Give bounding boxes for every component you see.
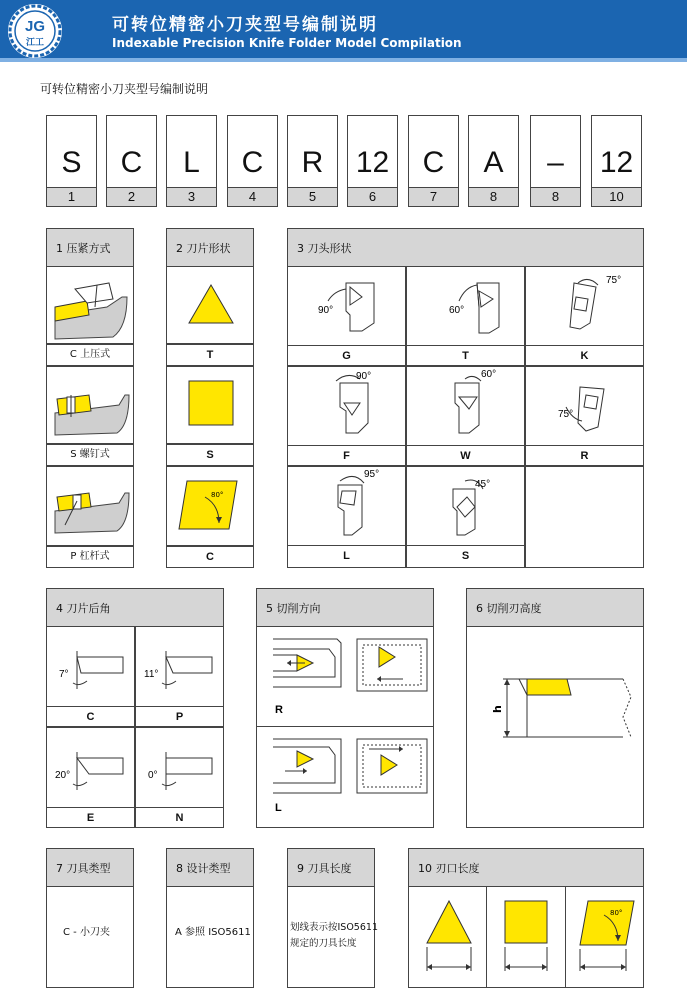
head-shape-label: F: [288, 445, 405, 466]
clamp-s-diagram: [46, 366, 134, 444]
code-position: 7: [409, 187, 458, 206]
clearance-label: C: [47, 706, 134, 727]
angle-label: 60°: [449, 305, 465, 316]
panel-title: 6 切削刃高度: [467, 589, 643, 627]
code-char: S: [61, 146, 82, 179]
code-char: C: [120, 146, 143, 179]
head-shape-cell: [406, 266, 525, 366]
code-position: 10: [592, 187, 641, 206]
code-box: [530, 115, 581, 207]
page-subtitle: 可转位精密小刀夹型号编制说明: [40, 82, 209, 96]
head-shape-label: G: [288, 345, 405, 366]
jg-logo: [6, 2, 64, 60]
logo-text-top: JG: [24, 18, 46, 35]
angle-label: 75°: [606, 275, 622, 286]
clamping-grid: [46, 266, 134, 568]
head-shape-cell: [525, 266, 644, 366]
angle-label: 80°: [610, 909, 623, 917]
head-shape-cell: [525, 366, 644, 466]
code-box: [287, 115, 338, 207]
header-strip: [0, 58, 687, 62]
header-title-cn: 可转位精密小刀夹型号编制说明: [112, 15, 378, 35]
design-type-text: A 参照 ISO5611: [175, 927, 251, 938]
tool-length-text-2: 规定的刀具长度: [290, 938, 357, 949]
code-box: [46, 115, 97, 207]
code-box: [591, 115, 642, 207]
logo-text-bottom: 江工: [25, 38, 45, 48]
clearance-cell: [135, 626, 224, 727]
head-shape-cell: [406, 366, 525, 466]
insert-square: [166, 366, 254, 444]
angle-label: 20°: [55, 770, 71, 781]
angle-label: 95°: [364, 469, 380, 480]
code-char: 12: [355, 146, 390, 179]
angle-label: 90°: [318, 305, 334, 316]
direction-l-cell: [257, 727, 433, 827]
panel-title: 5 切削方向: [257, 589, 433, 627]
clearance-label: E: [47, 807, 134, 828]
shape-label: C: [166, 546, 254, 568]
code-position: 4: [228, 187, 277, 206]
code-char: R: [301, 146, 324, 179]
angle-label: 45°: [475, 479, 491, 490]
code-box: [408, 115, 459, 207]
edge-length-square: [487, 887, 566, 987]
tool-length-text-1: 划线表示按ISO5611: [290, 922, 378, 933]
panel-tool-length: [287, 848, 378, 988]
dim-label: h: [491, 705, 504, 713]
clearance-cell: [135, 727, 224, 828]
shape-label: S: [166, 444, 254, 466]
code-char: C: [422, 146, 445, 179]
panel-title: 9 刀具长度: [288, 849, 374, 887]
panel-title: 4 刀片后角: [47, 589, 223, 627]
clamp-label: P 杠杆式: [46, 546, 134, 568]
code-box: [468, 115, 519, 207]
code-box: [227, 115, 278, 207]
panel-cut-direction: [256, 588, 434, 828]
clearance-label: N: [136, 807, 223, 828]
header-title-en: Indexable Precision Knife Folder Model Compilation: [112, 36, 462, 50]
panel-title: 7 刀具类型: [47, 849, 133, 887]
edge-length-triangle: [409, 887, 487, 987]
direction-label: L: [275, 802, 282, 814]
angle-label: 90°: [356, 371, 372, 382]
head-shape-cell: [287, 366, 406, 466]
head-shape-label: W: [407, 445, 524, 466]
code-box: [347, 115, 398, 207]
code-char: C: [241, 146, 264, 179]
panel-title: 10 刃口长度: [409, 849, 643, 887]
panel-edge-length: [408, 848, 644, 988]
head-shape-cell: [287, 266, 406, 366]
angle-label: 11°: [144, 669, 159, 680]
panel-title: 2 刀片形状: [167, 229, 253, 267]
insert-triangle: [166, 266, 254, 344]
code-box: [106, 115, 157, 207]
tool-type-text: C - 小刀夹: [63, 927, 110, 938]
panel-tool-type: [46, 848, 134, 988]
direction-r-cell: [257, 627, 433, 727]
empty-cell: [525, 466, 644, 568]
panel-title: 1 压紧方式: [47, 229, 133, 267]
insert-rhombic: [166, 466, 254, 546]
clearance-cell: [46, 727, 135, 828]
clamp-label: S 螺钉式: [46, 444, 134, 466]
clamp-label: C 上压式: [46, 344, 134, 366]
code-char: 12: [599, 146, 634, 179]
angle-label: 75°: [558, 409, 574, 420]
clamp-p-diagram: [46, 466, 134, 546]
head-shape-label: K: [526, 345, 643, 366]
edge-length-rhombic: [566, 887, 644, 987]
direction-label: R: [275, 704, 283, 716]
head-shape-label: T: [407, 345, 524, 366]
code-box: [166, 115, 217, 207]
code-char: A: [483, 146, 504, 179]
code-position: 2: [107, 187, 156, 206]
code-position: 6: [348, 187, 397, 206]
code-char: –: [547, 146, 564, 179]
insert-shape-grid: [166, 266, 254, 568]
clamp-c-diagram: [46, 266, 134, 344]
angle-label: 0°: [148, 770, 158, 781]
code-position: 8: [469, 187, 518, 206]
head-shape-label: S: [407, 545, 524, 566]
head-shape-cell: [287, 466, 406, 568]
code-position: 3: [167, 187, 216, 206]
angle-label: 60°: [481, 369, 497, 380]
edge-height-diagram: [467, 627, 643, 827]
clearance-label: P: [136, 706, 223, 727]
angle-label: 80°: [211, 491, 224, 499]
shape-label: T: [166, 344, 254, 366]
angle-label: 7°: [59, 669, 69, 680]
code-position: 8: [531, 187, 580, 206]
code-char: L: [183, 146, 200, 179]
code-position: 1: [47, 187, 96, 206]
clearance-grid: [46, 626, 224, 828]
head-shape-label: L: [288, 545, 405, 566]
head-shape-grid: [287, 266, 644, 568]
panel-title: 8 设计类型: [167, 849, 253, 887]
code-position: 5: [288, 187, 337, 206]
clearance-cell: [46, 626, 135, 727]
head-shape-label: R: [526, 445, 643, 466]
head-shape-cell: [406, 466, 525, 568]
panel-title: 3 刀头形状: [288, 229, 643, 267]
panel-design-type: [166, 848, 254, 988]
panel-edge-height: [466, 588, 644, 828]
